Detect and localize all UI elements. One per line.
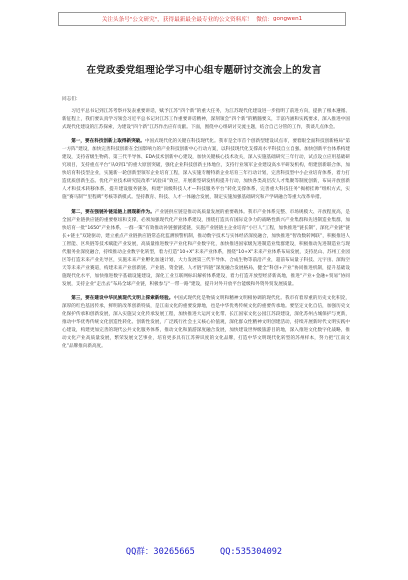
contact-footer [0,545,408,557]
wechat-label: 微信： [256,17,273,23]
qq-number: QQ:535304092 [220,547,283,557]
paragraph-lead: 第三，要在建设中华民族现代文明上探索新经验。 [71,295,174,301]
paragraph-second [62,209,350,289]
paragraph-lead: 第二，要在强链补链延链上展现新作为。 [71,209,155,215]
qq-group: QQ群：30265665 [125,547,195,557]
document-title: 在党政委党组理论学习中心组专题研讨交流会上的发言 [86,65,322,76]
paragraph-text: 中国式现代化的关键在科技现代化。我市是全市首个创新型建设试点市，要着眼全面科技创新格局“第一方阵”建设，加快完善科技创新在全国影响力的产业科技创新中心行动方案，以科技现代化支撑高水平科技自立自强。加快创新平台体系构建建设，支持省级生物药、第三代半导体、EDA技术创新中心建设，加快关键核心技术攻关，深入实施基础研究三年行动，试点设立应用基础研究项目，支持重点平台“从0到1”的重大原创突破，强化企业科技创新主体地位，支持行业领军企业建设高水平研发机构，组建创新联合体，加快培育科技型企业，实施新一轮创新型领军企业培育工程，深入实施专精特新企业培育三年行动计划，完善科技型中小企业培育体系，着力打造优质创新生态。优化产业技术研究院改革“试验田”效应，开展新型研发机构提升行动，加快各类高层次人才集聚等制度创新，布局开放创新人才和技术转移体系，提升建设服务链条，构建“顶级科技人才—科技服务平台”转化支撑体系，完善重大科技任务“揭榜挂帅”组织方式，实施“赛马制”“里程碑”考核等新模式。坚持教育、科技、人才一体融合发展，制定实施加强基础研究和产学研融合等重大改革举措。 [62,139,350,201]
banner-separator [253,16,255,22]
promo-banner-text: 关注头条号"公文研究"，获得最新最全最专业的公文资料库！ [101,17,253,23]
paragraph-text: 产业链供应链是推动高质量发展的重要载体。我市产业体系完整、市场规模大、开放程度高，是全国产业链供应链的重要枢纽和支撑，必须加强现代化产业体系建设，围绕打造具有国际竞争力的战略性新兴产业集群和先进制造业集群，加快培育一批“1650”产业体系、一群一策”有效推动补链强链延链，实施产业链链主企业培育“小巨人”工程，加快推进“链长制”，深化产业链“链长+链主”双轮驱动，建立重点产业链供应链常态化监测预警机制，推动数字技术与实体经济深度融合，加快推进“智改数转网联”，积极推进人工智能、区块链等技术赋能产业发展，高质量推进数字产业化和产业数字化，加快推进国家级先进制造业集群建设，积极推动先进制造业与现代服务业深度融合，持续推动企业数字化转型，着力打造“10+X”未来产业体系，围绕“10+X”未来产业体系布局发展，支持昆山、苏州工业园区等打造未来产业先导区，实施未来产业孵化加速计划，大力发展第三代半导体、合成生物等前沿产业，超前布局量子科技、元宇宙、深海空天等未来产业赛道，构建未来产业创新链、产业链、资金链、人才链“四链”深度融合发展格局，健全“科创+产业”协同推进机制，提升基础设施现代化水平，加快推进数字基础设施建设，深化工业互联网标识解析体系建设，着力打造开放型经济新高地，推进“产业+金融+贸易”协同发展，支持企业“走出去”布局全球产业链，积极参与“一带一路”建设，提升对外开放平台能级和外资外贸发展质量。 [62,209,350,287]
greeting: 同志们： [62,97,81,102]
wechat-id: gongwen1 [272,16,303,22]
paragraph-intro [62,108,350,132]
paragraph-text: 中国式现代化是物质文明和精神文明相协调的现代化。我市有着厚重的历史文化积淀，深厚的红色基因传承，鲜明的改革创新特质，是江南文化的重要发源地，也是中华优秀传统文化的重要传承地。要坚定文化自信，加强历史文化保护传承和创新发展，深入实施吴文化传承发展工程，加快推进大运河文化带、长江国家文化公园江苏段建设，深化苏州古城保护与更新，推动中华优秀传统文化创造性转化、创新性发展，广泛践行社会主义核心价值观，深化群众性精神文明创建活动，持续开展新时代文明实践中心建设，构建更加完善的现代公共文化服务体系，推动文化和旅游深度融合发展，加快建设世界级旅游目的地，深入推进文化数字化战略，推动文化产业高质量发展，繁荣发展文艺事业，培育更多具有江苏辨识度的文化品牌，打造中华文明现代化转型的苏州样本，努力把“江南文化”品牌推向新高度。 [62,295,350,350]
document-body [62,96,350,357]
paragraph-first [62,138,350,202]
paragraph-text: 习近平总书记到江苏考察并发表重要讲话，赋予江苏“四个新”的重大任务，为江苏现代化建设进一步指明了前进方向，提供了根本遵循、新征程上，我们要认真学习领会习近平总书记对江苏工作重要讲话精神，深刻领会“四个新”的精髓要义，丰富内涵和实践要求，深入推进中国式现代化建设的江苏探索，为建设“四个新”江苏作出应有贡献。下面，围绕中心组研讨交流主题，结合自己分管的工作，我谈几点体会。 [62,109,350,131]
promo-banner [58,12,346,26]
paragraph-third [62,295,350,351]
paragraph-lead: 第一，要在科技创新上取得新突破。 [71,139,145,145]
